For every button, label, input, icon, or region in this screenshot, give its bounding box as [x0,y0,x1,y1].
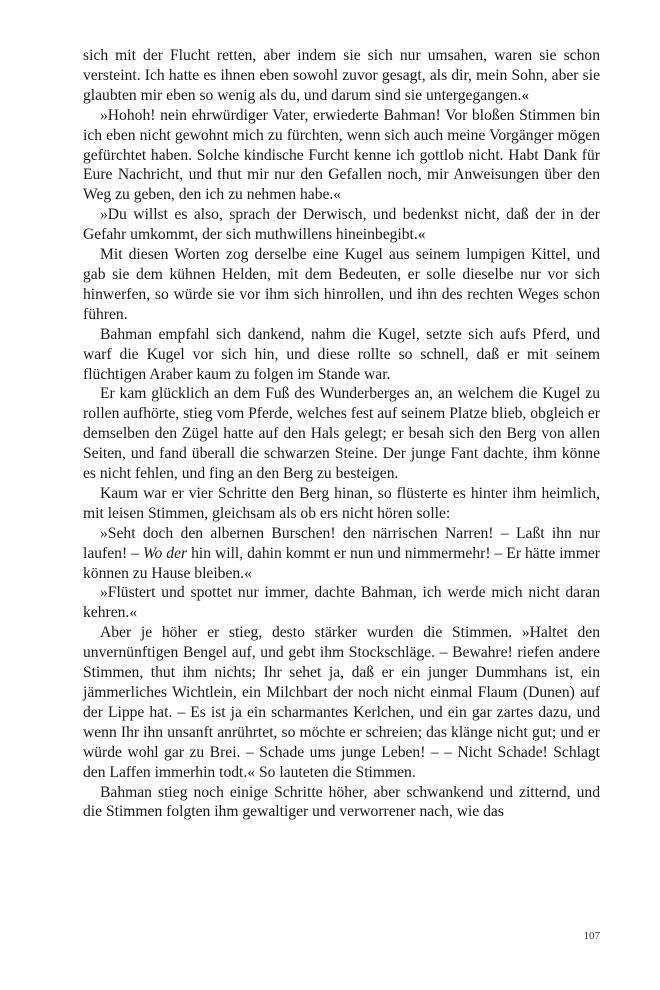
paragraph-11: Bahman stieg noch einige Schritte höher, aber schwankend und zitternd, und die Stimmen folgten ihm gewaltiger und verworrener nach, wie das [83,783,600,821]
paragraph-10: Aber je höher er stieg, desto stärker wurden die Stimmen. »Haltet den unvernünftigen Bengel auf, und gebt ihm Stockschläge. – Bewahre! riefen andere Stimmen, thut ihm nichts; Ihr sehet ja, daß er ein junger Dummhans ist, ein jämmerliches Wichtlein, ein Milchbart der noch nicht einmal Flaum (Dunen) auf der Lippe hat. – Es ist ja ein scharmantes Kerlchen, und ein gar zartes dazu, und wenn Ihr ihn unsanft anrührtet, so möchte er schreien; das klänge nicht gut; und er würde wohl gar zu Brei. – Schade ums junge Leben! – – Nicht Schade! Schlagt den Laffen immerhin todt.« So lauteten die Stimmen. [83,624,600,781]
paragraph-3: »Du willst es also, sprach der Derwisch, und bedenkst nicht, daß der in der Gefahr umkommt, der sich muthwillens hineinbegibt.« [83,206,600,244]
paragraph-2: »Hohoh! nein ehrwürdiger Vater, erwiederte Bahman! Vor bloßen Stimmen bin ich eben nicht gewohnt mich zu fürchten, wenn sich auch meine Vorgänger mögen gefürchtet haben. Solche kindische Furcht kenne ich gottlob nicht. Habt Dank für Eure Nachricht, und thut mir nur den Gefallen noch, mir Anweisungen über den Weg zu geben, den ich zu nehmen habe.« [83,106,600,204]
paragraph-7: Kaum war er vier Schritte den Berg hinan, so flüsterte es hinter ihm heimlich, mit leisen Stimmen, gleichsam als ob ers nicht hören solle: [83,484,600,522]
book-page-text [83,46,600,822]
paragraph-9: »Flüstert und spottet nur immer, dachte Bahman, ich werde mich nicht daran kehren.« [83,584,600,622]
paragraph-6: Er kam glücklich an dem Fuß des Wunderberges an, an welchem die Kugel zu rollen aufhörte, stieg vom Pferde, welches fest auf seinem Platze blieb, obgleich er demselben den Zügel hatte auf den Hals gelegt; er besah sich den Berg von allen Seiten, und fand überall die schwarzen Steine. Der junge Fant dachte, ihm könne es nicht fehlen, und fing an den Berg zu besteigen. [83,385,600,483]
paragraph-8-text-after: hin will, dahin kommt er nun und nimmermehr! – Er hätte immer können zu Hause bleiben.« [83,544,601,582]
paragraph-8-italic-text: Wo der [142,544,188,562]
paragraph-1: sich mit der Flucht retten, aber indem sie sich nur umsahen, waren sie schon versteint. Ich hatte es ihnen eben sowohl zuvor gesagt, als dir, mein Sohn, aber sie glaubten mir eben so wenig als du, und darum sind sie untergegangen.« [83,47,600,104]
page-number: 107 [583,930,600,942]
paragraph-8-text-before: »Seht doch den albernen Burschen! den närrischen Narren! – Laßt ihn nur laufen! – [83,524,600,562]
paragraph-4: Mit diesen Worten zog derselbe eine Kugel aus seinem lumpigen Kittel, und gab sie dem kühnen Helden, mit dem Bedeuten, er solle dieselbe nur vor sich hinwerfen, so würde sie vor ihm sich hinrollen, und ihn des rechten Weges schon führen. [83,246,600,323]
paragraph-5: Bahman empfahl sich dankend, nahm die Kugel, setzte sich aufs Pferd, und warf die Kugel vor sich hin, und diese rollte so schnell, daß er mit seinem flüchtigen Araber kaum zu folgen im Stande war. [83,325,600,383]
paragraph-8 [83,524,600,584]
